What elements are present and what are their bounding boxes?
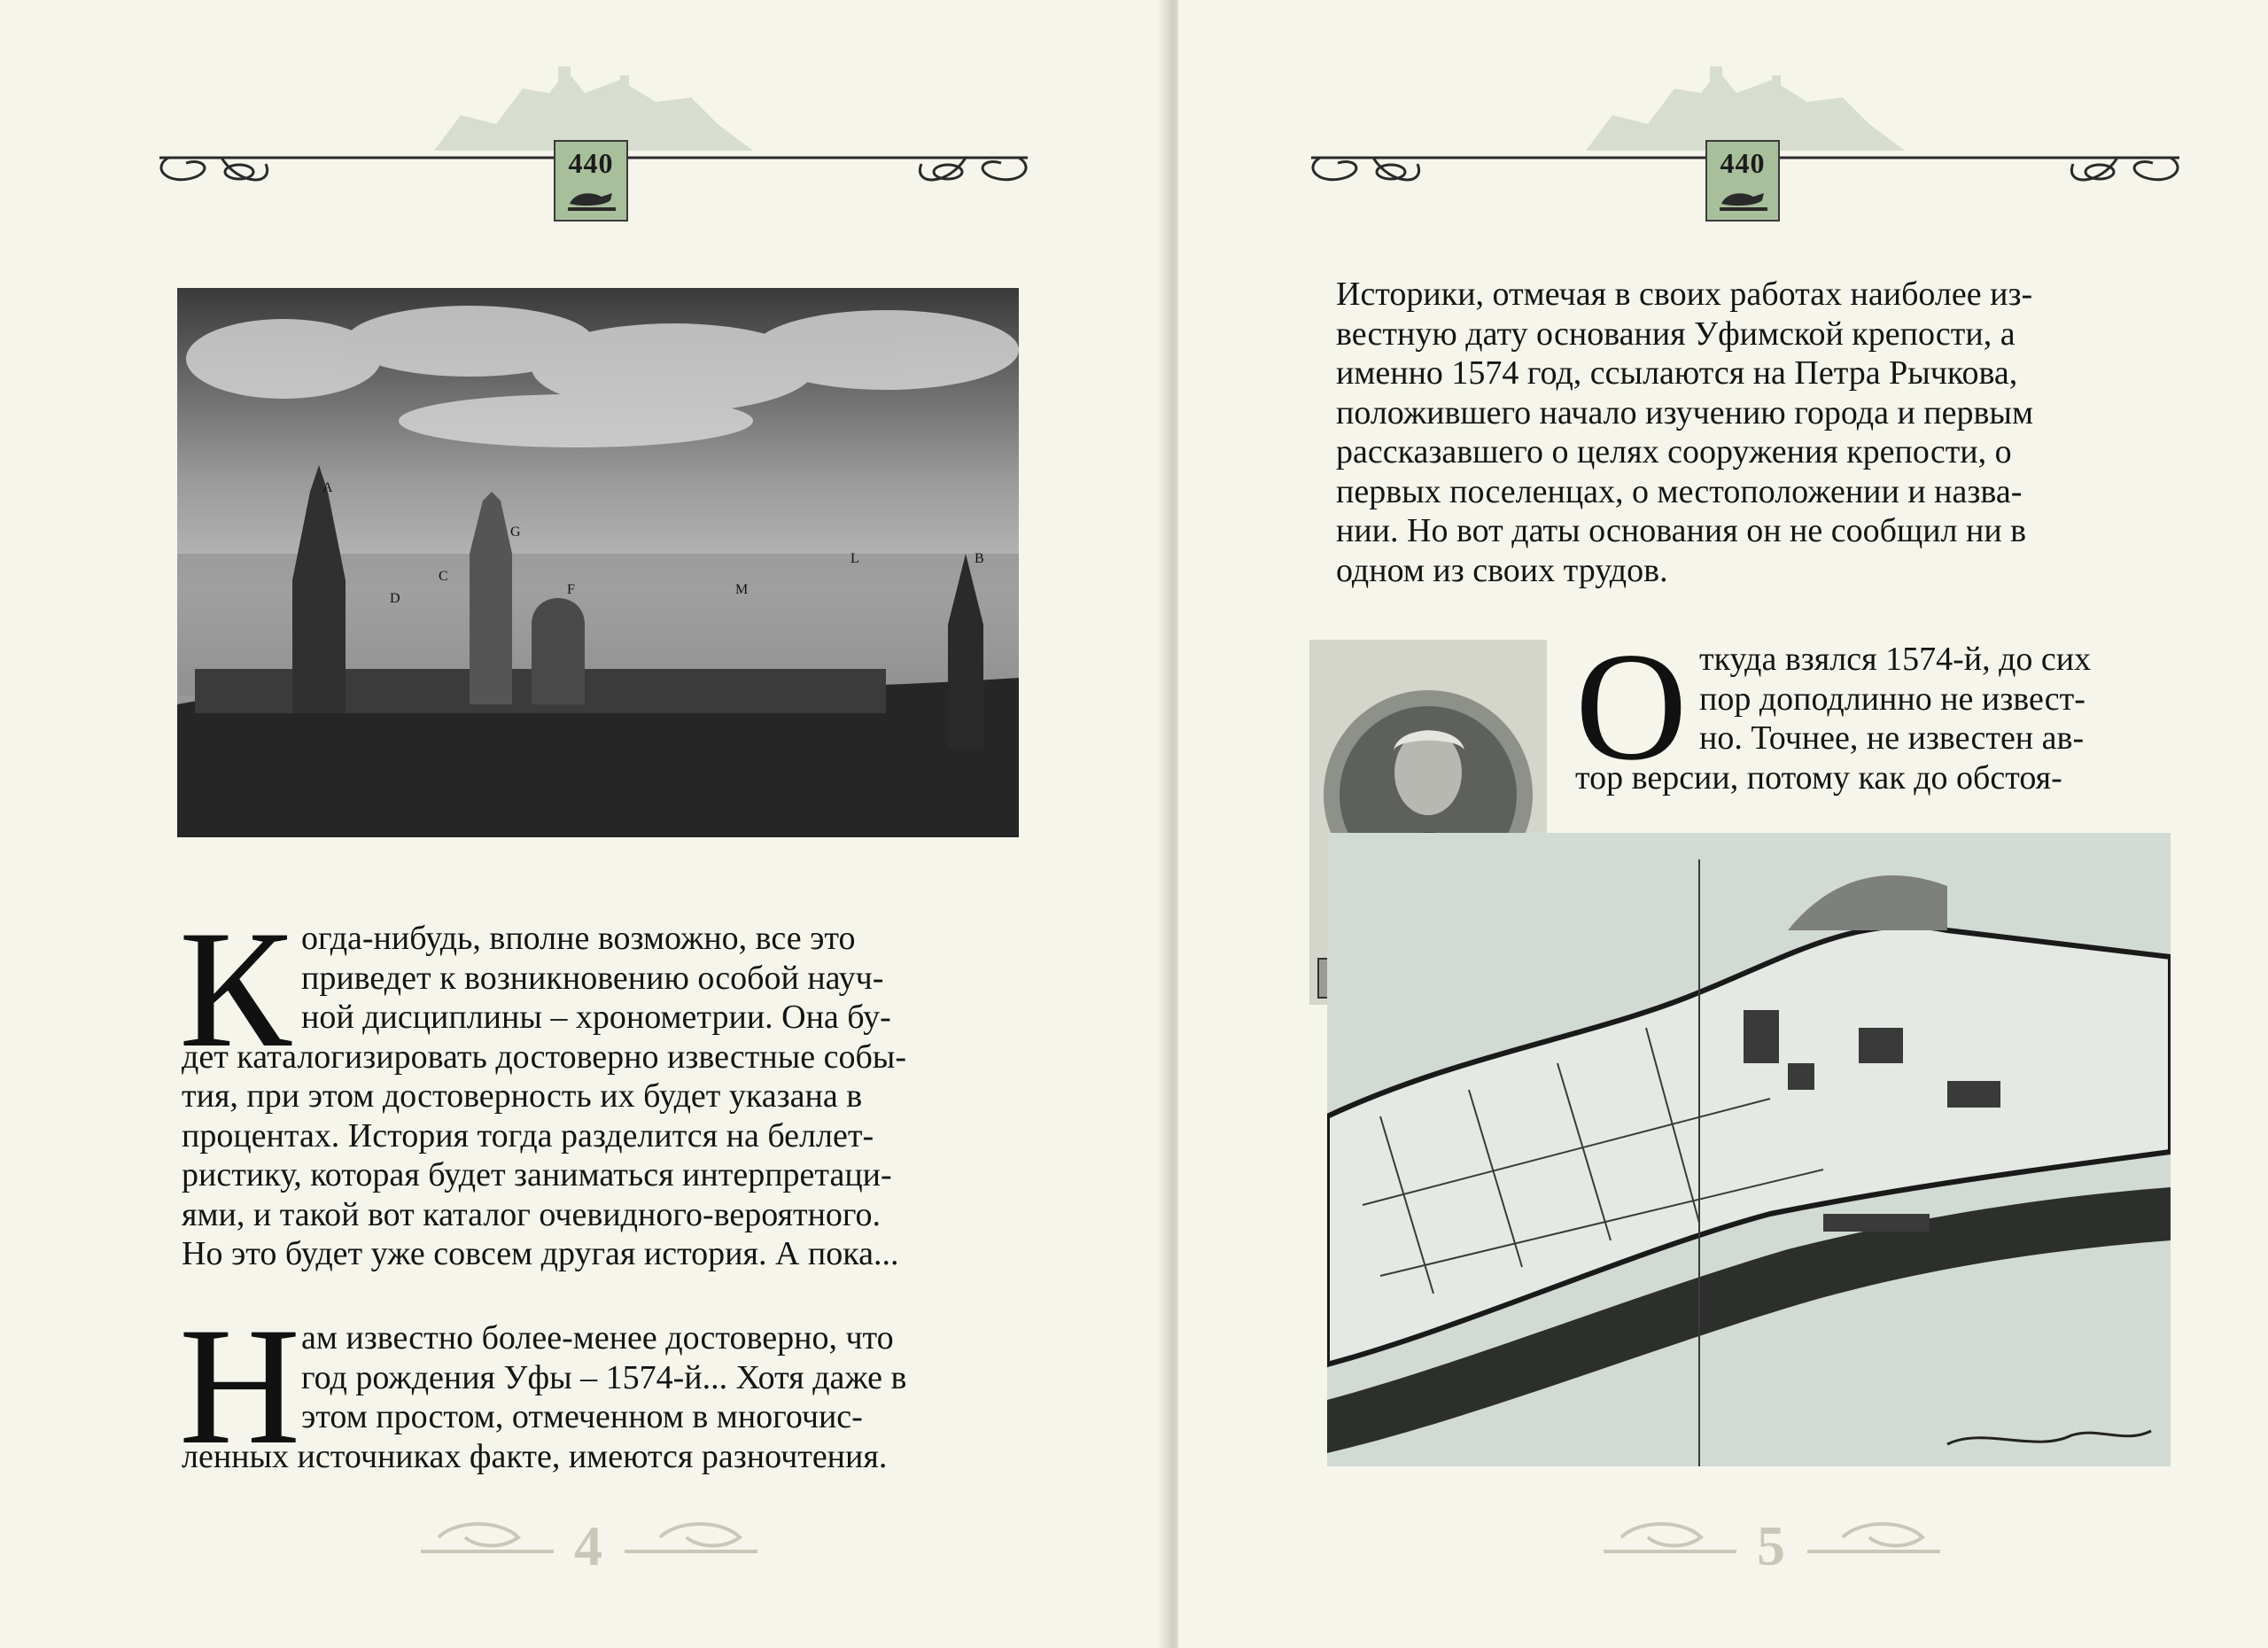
marker-l: L	[850, 551, 859, 566]
marker-a: A	[322, 480, 333, 495]
text-line: одном из своих трудов.	[1336, 551, 1668, 589]
text-line: ткуда взялся 1574-й, до сих	[1699, 641, 2092, 678]
marker-c: C	[439, 569, 448, 584]
text-line: ной дисциплины – хронометрии. Она бу-	[301, 999, 891, 1036]
text-line: именно 1574 год, ссылаются на Петра Рычкова,	[1336, 354, 2018, 392]
left-paragraph-2	[182, 1318, 1006, 1476]
text-line: пор доподлинно не извест-	[1699, 680, 2085, 718]
badge-number: 440	[568, 147, 614, 179]
text-line: Историки, отмечая в своих работах наиболее из-	[1336, 276, 2033, 313]
marker-f: F	[567, 582, 575, 597]
emblem-badge	[554, 140, 628, 222]
plan-drawing	[1327, 833, 2171, 1466]
text-line: этом простом, отмеченном в многочис-	[301, 1398, 863, 1435]
left-paragraph-1	[182, 919, 1006, 1274]
text-line: рассказавшего о целях сооружения крепости, о	[1336, 433, 2012, 470]
text-line: тия, при этом достоверность их будет указана в	[182, 1077, 863, 1115]
marten-emblem-icon	[1718, 184, 1769, 213]
text-line: ями, и такой вот каталог очевидного-вероятного.	[182, 1195, 882, 1233]
fortress-drawing	[177, 288, 1019, 837]
marker-m: M	[735, 582, 749, 597]
text-line: тор версии, потому как до обстоя-	[1575, 758, 2062, 797]
text-line: год рождения Уфы – 1574-й... Хотя даже в	[301, 1358, 907, 1396]
page-number: 5	[1757, 1514, 1785, 1577]
text-line: дет каталогизировать достоверно известные собы-	[182, 1038, 906, 1076]
left-header-ornament	[142, 53, 1045, 230]
emblem-badge	[1705, 140, 1780, 222]
marker-b: B	[975, 551, 984, 566]
drop-cap-o: О	[1575, 620, 1688, 792]
text-line: Но это будет уже совсем другая история. А пока...	[182, 1235, 899, 1272]
marker-g: G	[510, 525, 521, 540]
text-line: нии. Но вот даты основания он не сообщил ни в	[1336, 512, 2027, 549]
right-page	[1178, 0, 2268, 1648]
right-header-ornament	[1293, 53, 2197, 230]
badge-number: 440	[1720, 147, 1766, 179]
marten-emblem-icon	[566, 184, 617, 213]
text-line: процентах. История тогда разделится на беллет-	[182, 1116, 874, 1154]
drop-cap-n: Н	[179, 1294, 301, 1480]
text-line: первых поселенцах, о местоположении и назва-	[1336, 472, 2023, 510]
text-line: ристику, которая будет заниматься интерпретаци-	[182, 1156, 892, 1193]
text-line: но. Точнее, не известен ав-	[1699, 719, 2085, 757]
text-line: положившего начало изучению города и первым	[1336, 393, 2033, 431]
fortress-plan-map	[1327, 833, 2171, 1466]
text-line: ам известно более-менее достоверно, что	[301, 1319, 894, 1356]
drop-cap-k: К	[179, 897, 291, 1083]
right-paragraph-2	[1575, 640, 2129, 797]
marker-d: D	[390, 591, 400, 606]
page-number: 4	[574, 1514, 602, 1577]
text-line: ленных источниках факте, имеются разночтения.	[182, 1437, 888, 1475]
fortress-illustration	[177, 288, 1019, 837]
text-line: вестную дату основания Уфимской крепости, а	[1336, 315, 2016, 353]
text-line: огда-нибудь, вполне возможно, все это	[301, 920, 856, 957]
right-paragraph-1	[1336, 275, 2129, 590]
text-line: приведет к возникновению особой науч-	[301, 959, 884, 997]
